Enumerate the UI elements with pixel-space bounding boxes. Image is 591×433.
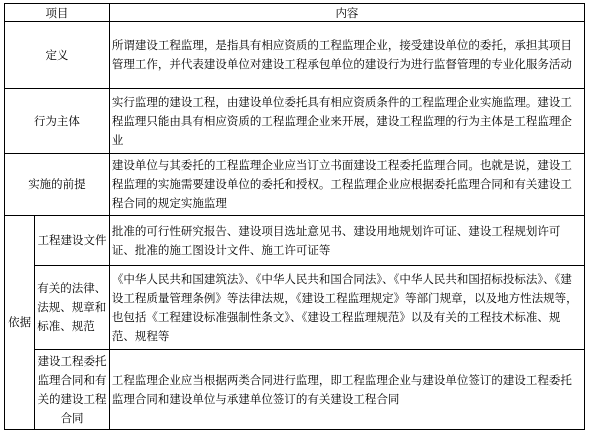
table-row <box>5 266 585 350</box>
table-row <box>5 22 585 89</box>
sub-label-docs: 工程建设文件 <box>35 216 110 266</box>
row-label-subject: 行为主体 <box>5 89 110 154</box>
row-content-subject: 实行监理的建设工程，由建设单位委托具有相应资质条件的工程监理企业实施监理。建设工程监理只能由具有相应资质的工程监理企业来开展，建设工程监理的行为主体是工程监理企业 <box>109 89 584 154</box>
sub-content-laws: 《中华人民共和国建筑法》、《中华人民共和国合同法》、《中华人民共和国招标投标法》、《建设工程质量管理条例》等法律法规，《建设工程监理规定》等部门规章，以及地方性法规等，也包括《工程建设标准强制性条文》、《建设工程监理规范》以及有关的工程技术标准、规范、规程等 <box>109 266 584 350</box>
row-label-premise: 实施的前提 <box>5 154 110 216</box>
header-content: 内容 <box>109 4 584 22</box>
header-item: 项目 <box>5 4 110 22</box>
sub-label-laws: 有关的法律、法规、规章和标准、规范 <box>35 266 110 350</box>
row-label-basis: 依据 <box>5 216 35 430</box>
table-row <box>5 154 585 216</box>
table-row <box>5 216 585 266</box>
table-row <box>5 89 585 154</box>
row-content-definition: 所谓建设工程监理，是指具有相应资质的工程监理企业，接受建设单位的委托，承担其项目管理工作，并代表建设单位对建设工程承包单位的建设行为进行监督管理的专业化服务活动 <box>109 22 584 89</box>
sub-content-docs: 批准的可行性研究报告、建设项目选址意见书、建设用地规划许可证、建设工程规划许可证、批准的施工图设计文件、施工许可证等 <box>109 216 584 266</box>
header-row <box>5 4 585 22</box>
table-row <box>5 350 585 430</box>
sub-content-contracts: 工程监理企业应当根据两类合同进行监理，即工程监理企业与建设单位签订的建设工程委托监理合同和建设单位与承建单位签订的有关建设工程合同 <box>109 350 584 430</box>
comparison-table <box>4 3 585 430</box>
sub-label-contracts: 建设工程委托监理合同和有关的建设工程合同 <box>35 350 110 430</box>
row-label-definition: 定义 <box>5 22 110 89</box>
row-content-premise: 建设单位与其委托的工程监理企业应当订立书面建设工程委托监理合同。也就是说，建设工程监理的实施需要建设单位的委托和授权。工程监理企业应根据委托监理合同和有关建设工程合同的规定实施监理 <box>109 154 584 216</box>
